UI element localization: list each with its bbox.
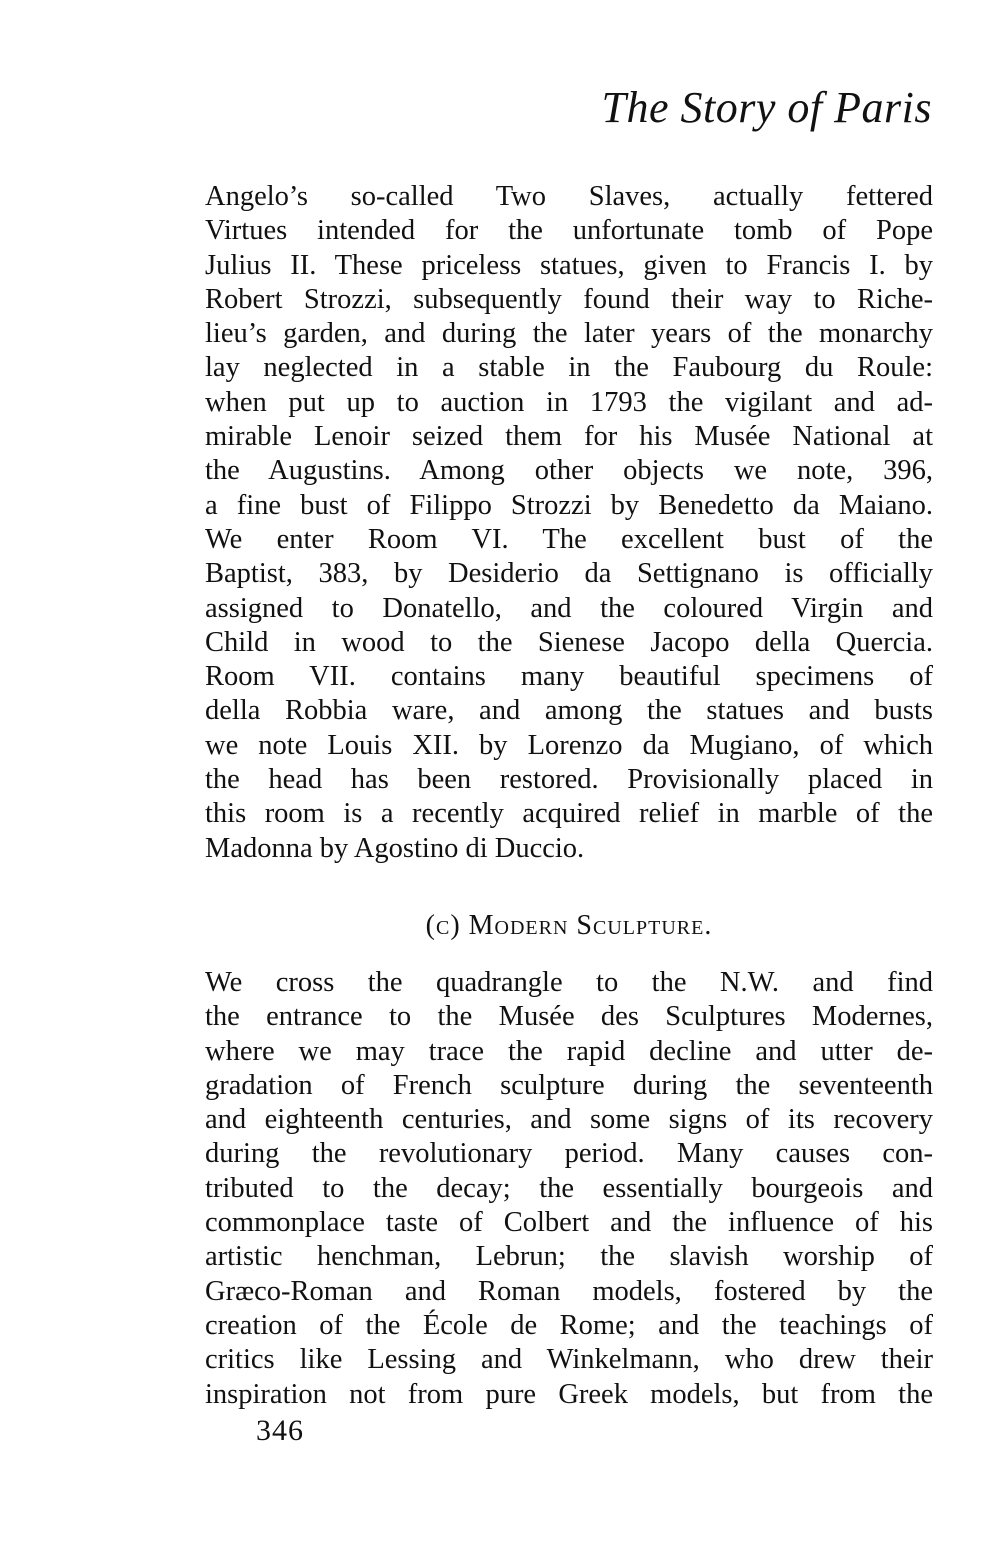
text-line: Madonna by Agostino di Duccio. bbox=[205, 832, 585, 864]
text-line: Angelo’s so-called Two Slaves, actually fettered bbox=[205, 181, 933, 212]
text-line: and eighteenth centuries, and some signs of its recovery bbox=[205, 1104, 933, 1136]
text-line: Robert Strozzi, subsequently found their way to Riche- bbox=[205, 283, 933, 315]
text-line: mirable Lenoir seized them for his Musée National at bbox=[205, 421, 933, 453]
text-line: Baptist, 383, by Desiderio da Settignano is officially bbox=[205, 558, 933, 590]
text-line: during the revolutionary period. Many causes con- bbox=[205, 1138, 933, 1170]
text-line: creation of the École de Rome; and the teachings of bbox=[205, 1309, 933, 1341]
text-line: inspiration not from pure Greek models, but from the bbox=[205, 1378, 933, 1410]
text-line: assigned to Donatello, and the coloured Virgin and bbox=[205, 592, 933, 624]
text-line: Room VII. contains many beautiful specimens of bbox=[205, 661, 933, 693]
text-line: when put up to auction in 1793 the vigilant and ad- bbox=[205, 386, 933, 418]
body-paragraph-1 bbox=[205, 180, 933, 866]
section-heading: (c) Modern Sculpture. bbox=[425, 910, 713, 941]
text-line: gradation of French sculpture during the seventeenth bbox=[205, 1069, 933, 1101]
text-line: artistic henchman, Lebrun; the slavish worship of bbox=[205, 1241, 933, 1273]
text-line: we note Louis XII. by Lorenzo da Mugiano, of which bbox=[205, 729, 933, 761]
text-line: We enter Room VI. The excellent bust of the bbox=[205, 523, 933, 555]
text-line: We cross the quadrangle to the N.W. and find bbox=[205, 967, 933, 998]
text-line: a fine bust of Filippo Strozzi by Benedetto da Maiano. bbox=[205, 489, 933, 521]
page-number: 346 bbox=[256, 1414, 304, 1447]
text-line: the entrance to the Musée des Sculptures Modernes, bbox=[205, 1001, 933, 1033]
text-line: della Robbia ware, and among the statues and busts bbox=[205, 695, 933, 727]
running-head: The Story of Paris bbox=[601, 83, 932, 132]
text-line: Child in wood to the Sienese Jacopo della Quercia. bbox=[205, 626, 933, 658]
text-line: commonplace taste of Colbert and the influence of his bbox=[205, 1207, 933, 1239]
text-line: critics like Lessing and Winkelmann, who drew their bbox=[205, 1344, 933, 1376]
text-line: Julius II. These priceless statues, given to Francis I. by bbox=[205, 249, 933, 281]
text-line: lieu’s garden, and during the later years of the monarchy bbox=[205, 318, 933, 350]
text-line: tributed to the decay; the essentially bourgeois and bbox=[205, 1172, 933, 1204]
body-paragraph-2 bbox=[205, 966, 933, 1412]
text-line: the head has been restored. Provisionally placed in bbox=[205, 764, 933, 796]
text-line: Virtues intended for the unfortunate tomb of Pope bbox=[205, 215, 933, 247]
text-line: lay neglected in a stable in the Faubourg du Roule: bbox=[205, 352, 933, 384]
text-line: this room is a recently acquired relief in marble of the bbox=[205, 798, 933, 830]
text-line: Græco-Roman and Roman models, fostered by the bbox=[205, 1275, 933, 1307]
text-line: the Augustins. Among other objects we note, 396, bbox=[205, 455, 933, 487]
text-line: where we may trace the rapid decline and utter de- bbox=[205, 1035, 933, 1067]
